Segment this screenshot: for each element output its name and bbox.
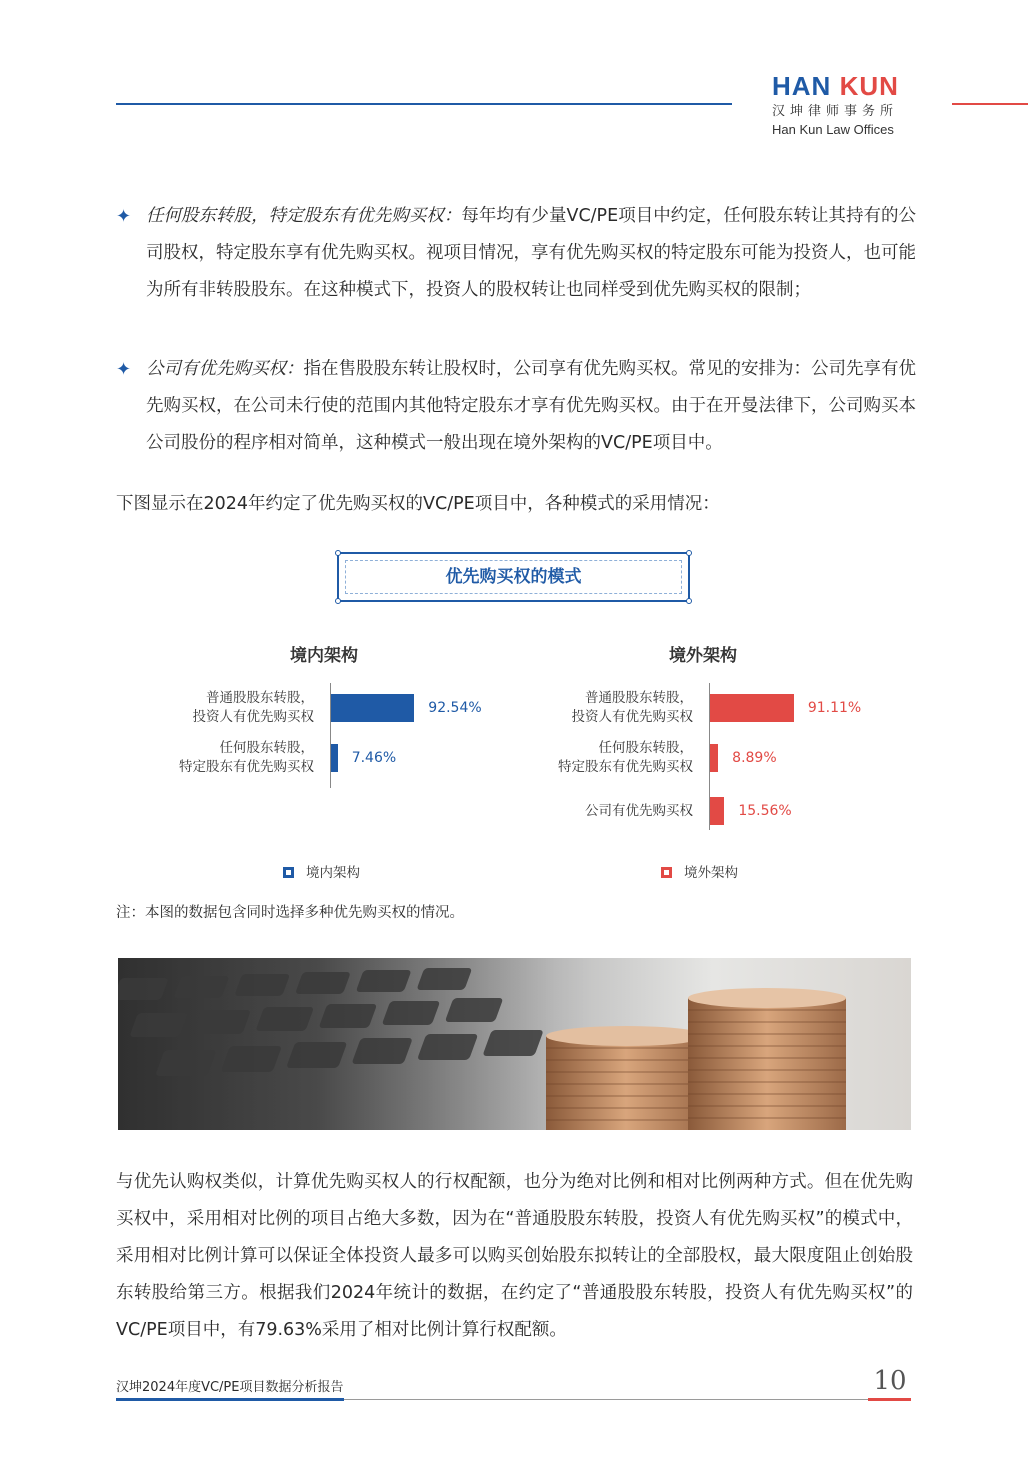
bullet-body: 每年均有少量VC/PE项目中约定，任何股东转让其持有的公司股权，特定股东享有优先购买权。视项目情况，享有优先购买权的特定股东可能为投资人，也可能为所有非转股股东。在这种模式下，投资人的股权转让也同样受到优先购买权的限制； xyxy=(146,206,917,300)
value-label: 91.11% xyxy=(807,700,862,716)
coins-keyboard-photo xyxy=(118,958,911,1130)
footer-rule-blue xyxy=(116,1398,344,1401)
bullet-lead: 公司有优先购买权： xyxy=(146,359,304,379)
logo-wordmark: HAN KUN xyxy=(772,71,899,101)
value-label: 8.89% xyxy=(732,750,777,766)
footer-report-title: 汉坤2024年度VC/PE项目数据分析报告 xyxy=(116,1380,344,1395)
legend-square-icon xyxy=(283,867,294,878)
bar xyxy=(710,797,724,825)
bar xyxy=(331,744,338,772)
star-bullet-icon: ✦ xyxy=(116,206,132,227)
category-label: 普通股股东转股， 投资人有优先购买权 xyxy=(192,690,314,725)
bullet-item-any-shareholder xyxy=(116,198,916,309)
star-bullet-icon: ✦ xyxy=(116,359,132,380)
header-rule xyxy=(116,103,732,105)
chart-intro: 下图显示在2024年约定了优先购买权的VC/PE项目中，各种模式的采用情况： xyxy=(116,494,720,514)
value-label: 15.56% xyxy=(738,803,792,819)
bar xyxy=(710,744,718,772)
bar xyxy=(331,694,414,722)
bullet-body: 指在售股股东转让股权时，公司享有优先购买权。常见的安排为：公司先享有优先购买权，在公司未行使的范围内其他特定股东才享有优先购买权。由于在开曼法律下，公司购买本公司股份的程序相对简单，这种模式一般出现在境外架构的VC/PE项目中。 xyxy=(146,359,916,453)
legend-square-icon xyxy=(661,867,672,878)
category-label: 任何股东转股， 特定股东有优先购买权 xyxy=(558,740,693,775)
photo-illustration xyxy=(118,958,911,1130)
logo-chinese-name: 汉坤律师事务所 xyxy=(772,104,899,119)
panel-title-domestic: 境内架构 xyxy=(290,646,358,666)
footer-rule-red xyxy=(868,1398,911,1401)
category-label: 公司有优先购买权 xyxy=(585,802,693,819)
legend-domestic: 境内架构 xyxy=(283,865,360,881)
value-label: 92.54% xyxy=(428,700,482,716)
chart-title-box xyxy=(337,552,690,602)
chart-title: 优先购买权的模式 xyxy=(445,567,582,587)
firm-logo xyxy=(772,72,922,138)
bullet-item-company-rofr xyxy=(116,351,916,462)
bar xyxy=(710,694,794,722)
logo-english-name: Han Kun Law Offices xyxy=(772,122,894,137)
category-label: 任何股东转股， 特定股东有优先购买权 xyxy=(179,740,314,775)
header-rule-accent xyxy=(952,103,1028,105)
panel-title-offshore: 境外架构 xyxy=(669,646,737,666)
value-label: 7.46% xyxy=(351,750,397,766)
legend-offshore: 境外架构 xyxy=(661,865,738,881)
category-label: 普通股股东转股， 投资人有优先购买权 xyxy=(571,690,693,725)
bullet-lead: 任何股东转股，特定股东有优先购买权： xyxy=(146,206,462,226)
chart-note: 注：本图的数据包含同时选择多种优先购买权的情况。 xyxy=(116,905,464,921)
closing-paragraph: 与优先认购权类似，计算优先购买权人的行权配额，也分为绝对比例和相对比例两种方式。但在优先购买权中，采用相对比例的项目占绝大多数，因为在“普通股股东转股，投资人有优先购买权”的模式中，采用相对比例计算可以保证全体投资人最多可以购买创始股东拟转让的全部股权，最大限度阻止创始股东转股给第三方。根据我们2024年统计的数据，在约定了“普通股股东转股，投资人有优先购买权”的VC/PE项目中，有79.63%采用了相对比例计算行权配额。 xyxy=(116,1172,913,1340)
page-number: 10 xyxy=(873,1366,907,1396)
